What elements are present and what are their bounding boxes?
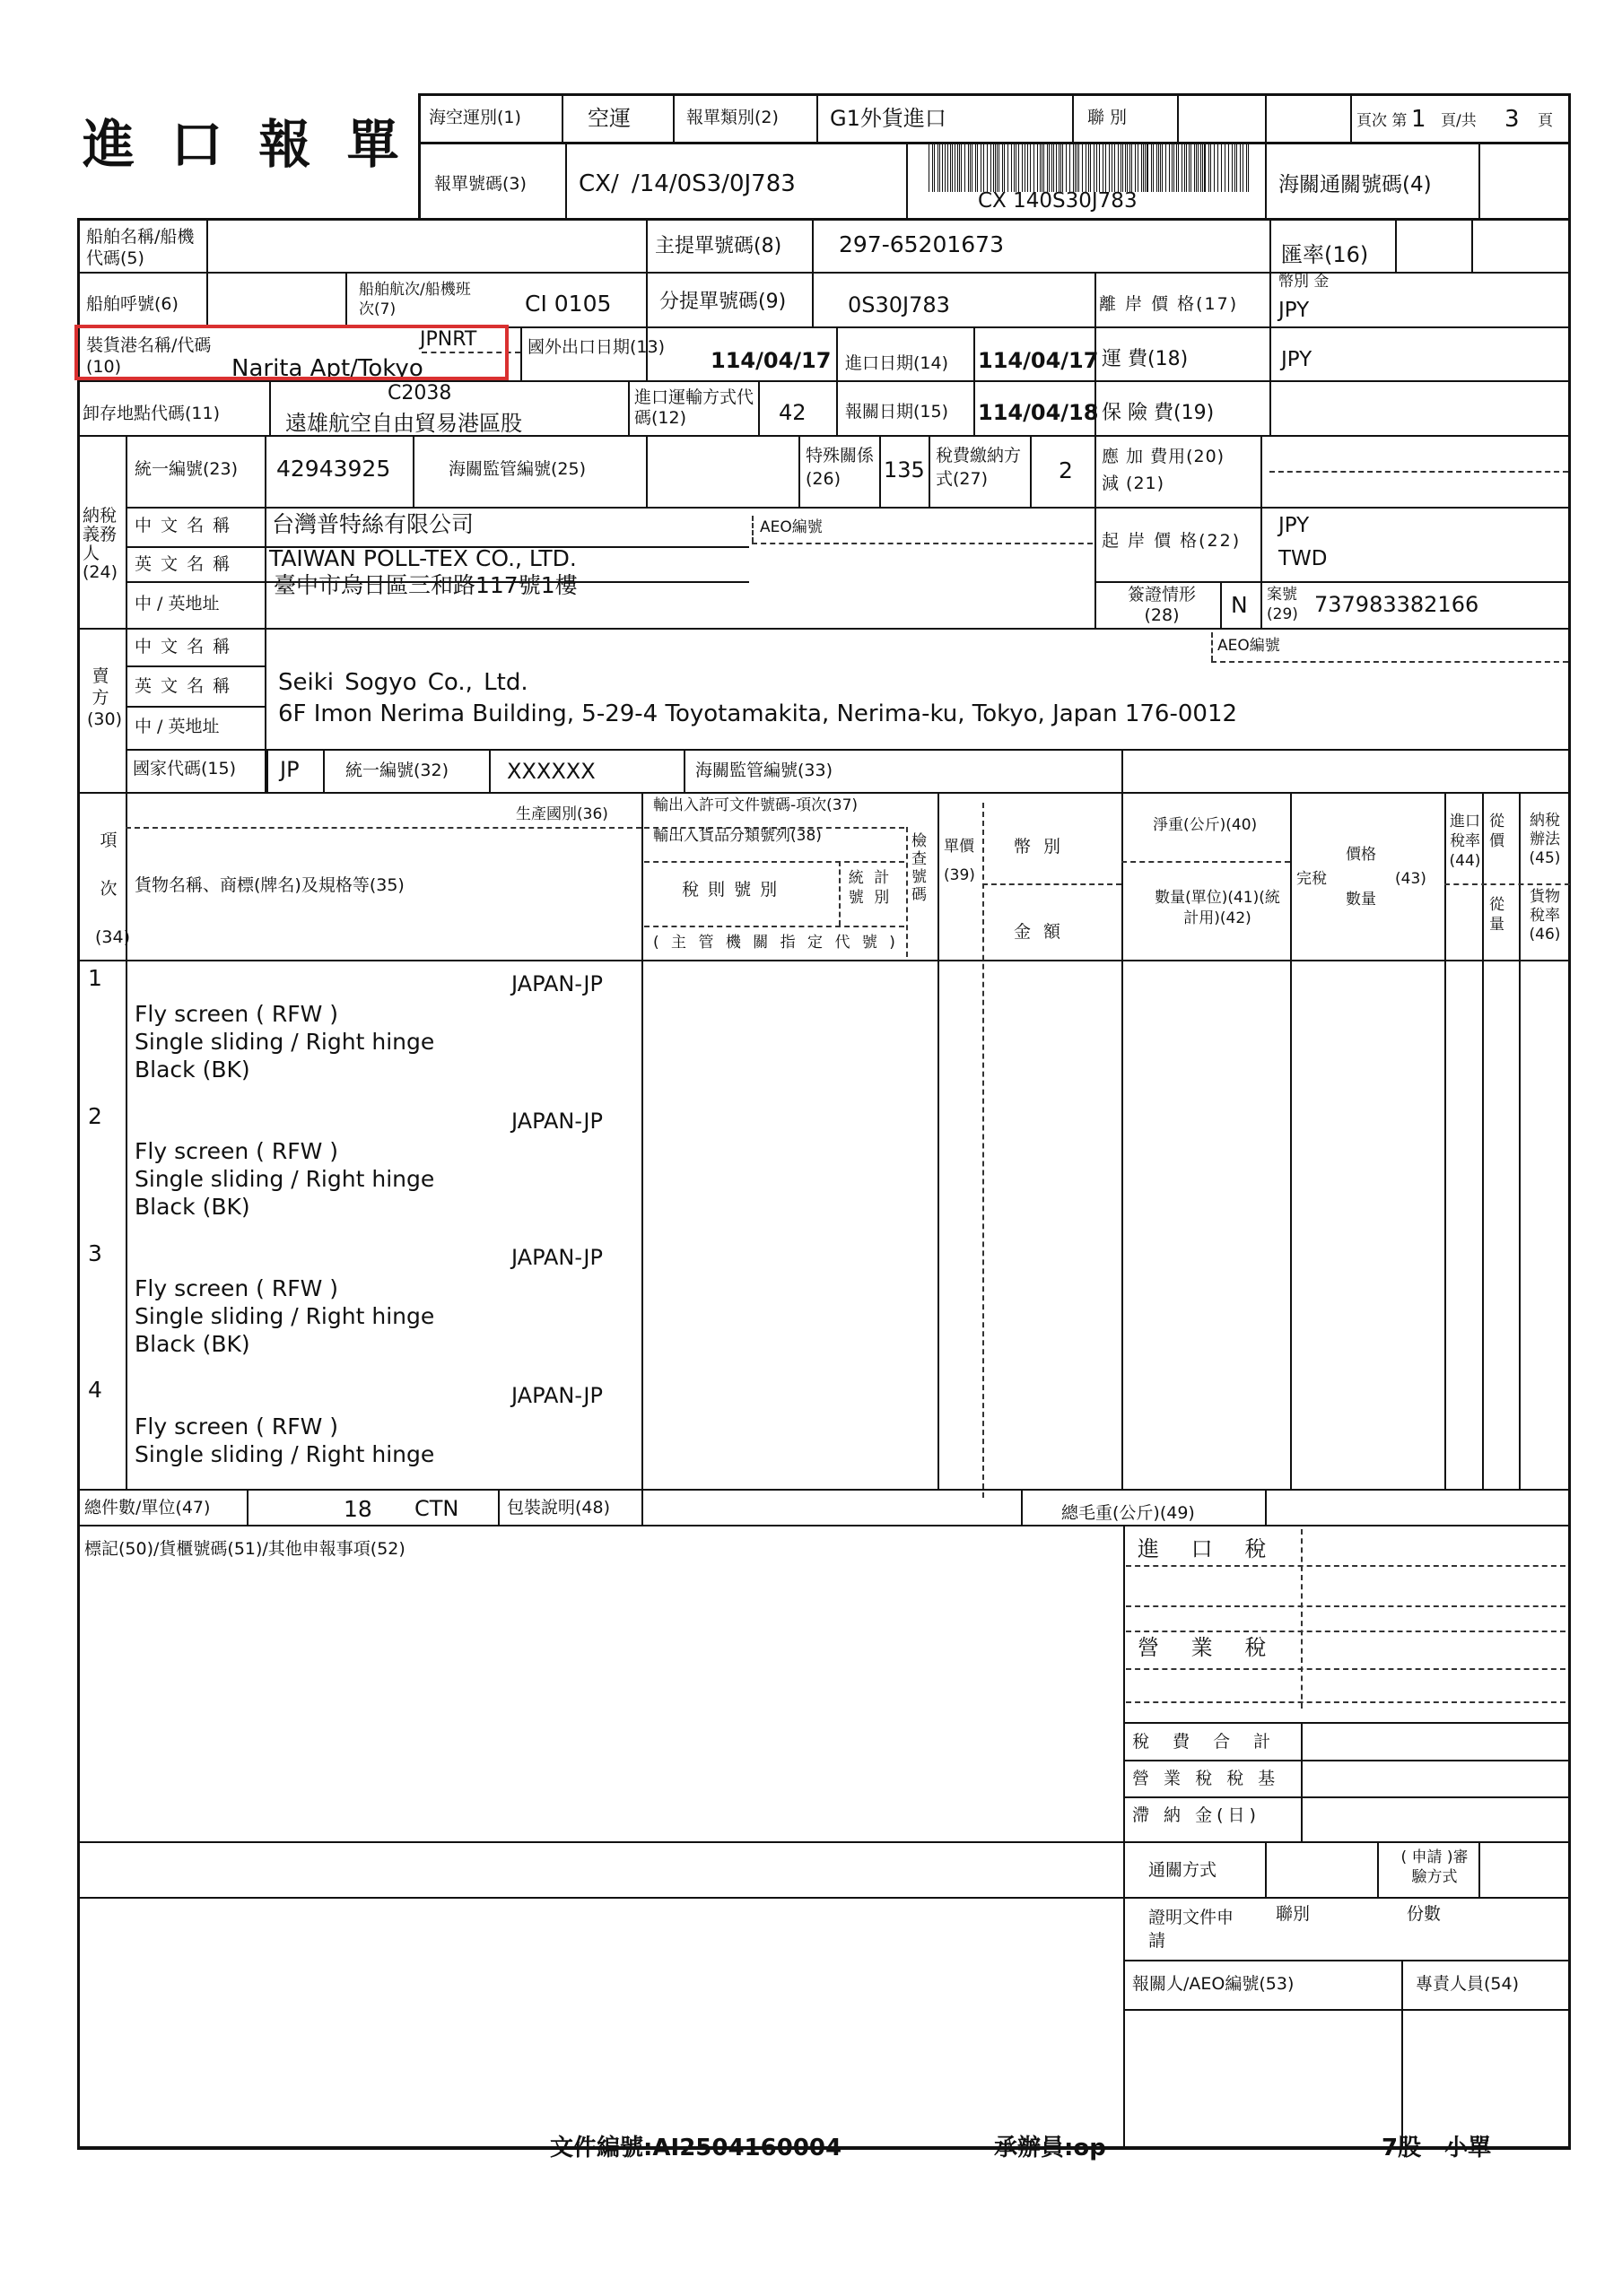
page-suffix: 頁: [1538, 112, 1553, 130]
transport-mode-label: 進口運輸方式代碼(12): [634, 387, 754, 428]
quantity-header: 數量(單位)(41)(統計用)(42): [1155, 889, 1280, 927]
value-header: 價格: [1346, 846, 1376, 864]
stat-code-header: 統 計 號 別: [848, 869, 893, 907]
currency-col-header: 幣 別: [1014, 837, 1065, 857]
customs-date-value: 114/04/18: [978, 400, 1099, 425]
duty-paid-header: 完稅: [1296, 870, 1327, 888]
net-weight-header: 淨重(公斤)(40): [1153, 816, 1258, 834]
handler: 承辦員:op: [994, 2135, 1106, 2161]
case-value: 737983382166: [1314, 592, 1479, 617]
importer-en-name-label: 英 文 名 稱: [135, 554, 232, 574]
agency-header: ( 主 管 機 關 指 定 代 號 ): [653, 934, 899, 952]
visa-value: N: [1231, 592, 1248, 618]
type-label: 報單類別(2): [686, 108, 779, 127]
currency-header: 幣別 金: [1278, 273, 1330, 291]
clearance-method-label: 通關方式: [1148, 1860, 1217, 1880]
storage-name: 遠雄航空自由貿易港區股: [285, 411, 522, 436]
fob-currency: JPY: [1278, 299, 1310, 322]
late-fee-label: 滯 納 金(日): [1132, 1805, 1260, 1825]
page-label: 頁次 第: [1356, 112, 1408, 130]
method-header: 納稅辦法(45): [1529, 812, 1561, 867]
specialist-label: 專責人員(54): [1416, 1974, 1520, 1994]
importer-group-label: 納稅義務人(24): [83, 506, 118, 582]
export-date-label: 國外出口日期(13): [528, 337, 666, 357]
cif-currency-2: TWD: [1278, 547, 1328, 570]
transport-value: 空運: [588, 106, 631, 131]
country-label: 國家代碼(15): [133, 759, 237, 778]
seller-uniform-label: 統一編號(32): [345, 761, 449, 780]
customs-code-label: 海關通關號碼(4): [1278, 173, 1432, 196]
import-duty-label: 進 口 稅: [1138, 1536, 1279, 1561]
seller-supervision-label: 海關監管編號(33): [695, 761, 833, 780]
unit-price-header: 單價(39): [944, 838, 975, 884]
export-date-value: 114/04/17: [711, 348, 832, 373]
item-no: 1: [88, 965, 102, 991]
house-bl-label: 分提單號碼(9): [659, 291, 787, 313]
payment-value: 2: [1059, 457, 1073, 483]
inspection-method-label: ( 申請 )審驗方式: [1400, 1848, 1469, 1886]
flight-value: CI 0105: [525, 291, 612, 317]
seller-cn-name-label: 中 文 名 稱: [135, 637, 232, 657]
storage-code: C2038: [388, 382, 452, 404]
cargo-tax-header: 貨物稅率(46): [1529, 888, 1561, 944]
item-no: 3: [88, 1240, 102, 1266]
marks-label: 標記(50)/貨櫃號碼(51)/其他申報事項(52): [84, 1539, 406, 1559]
copy-label: 聯 別: [1087, 108, 1128, 127]
special-value: 135: [884, 457, 925, 483]
permit-header: 輸出入許可文件號碼-項次(37): [653, 796, 859, 814]
description-header: 貨物名稱、商標(牌名)及規格等(35): [135, 875, 405, 895]
cif-label: 起 岸 價 格(22): [1102, 531, 1242, 551]
flight-label: 船舶航次/船機班次(7): [359, 281, 471, 318]
importer-supervision-label: 海關監管編號(25): [449, 459, 587, 479]
seller-address-value: 6F Imon Nerima Building, 5-29-4 Toyotamakita, Nerima-ku, Tokyo, Japan 176-0012: [278, 700, 1238, 727]
item-origin: JAPAN-JP: [511, 1109, 603, 1134]
loading-port-name: Narita Apt/Tokyo: [231, 355, 423, 382]
special-label: 特殊關係(26): [806, 446, 875, 489]
exchange-rate-label: 匯率(16): [1281, 242, 1369, 267]
seller-en-name-label: 英 文 名 稱: [135, 676, 232, 696]
decl-no-label: 報單號碼(3): [434, 174, 527, 194]
loading-port-code: JPNRT: [420, 328, 477, 351]
classification-header: 輸出入貨品分類號列(38): [653, 827, 822, 845]
footer-note: 7股 小單: [1382, 2135, 1492, 2161]
packages-label: 總件數/單位(47): [84, 1498, 211, 1518]
seller-group-label: 賣方(30): [87, 666, 123, 729]
storage-label: 卸存地點代碼(11): [83, 404, 221, 423]
cif-currency-1: JPY: [1278, 514, 1310, 537]
copies-label: 份數: [1407, 1904, 1442, 1924]
importer-cn-name-value: 台灣普特絲有限公司: [272, 511, 475, 537]
tariff-header: 稅 則 號 別: [682, 880, 780, 900]
amount-header: 金 額: [1014, 922, 1065, 942]
seller-address-label: 中 / 英地址: [135, 717, 220, 736]
form-title: 進 口 報 單: [83, 114, 408, 175]
visa-label: 簽證情形(28): [1127, 585, 1196, 625]
decl-no-value: CX/ /14/0S3/0J783: [579, 170, 796, 197]
sub-fee-label: 減 (21): [1102, 474, 1165, 493]
loading-port-label: 裝貨港名稱/代碼(10): [86, 335, 212, 377]
add-fee-label: 應 加 費用(20): [1102, 447, 1225, 466]
item-origin: JAPAN-JP: [511, 1245, 603, 1270]
item-origin: JAPAN-JP: [511, 1383, 603, 1408]
seller-en-name-value: Seiki Sogyo Co., Ltd.: [278, 669, 528, 696]
seller-uniform-value: XXXXXX: [507, 759, 596, 784]
item-description: Fly screen ( RFW ) Single sliding / Right hinge Black (BK): [135, 1275, 435, 1357]
barcode: [929, 144, 1251, 192]
customs-date-label: 報關日期(15): [845, 402, 949, 422]
freight-label: 運 費(18): [1102, 348, 1189, 370]
call-sign-label: 船舶呼號(6): [86, 294, 179, 314]
business-tax-base-label: 營 業 稅 稅 基: [1132, 1769, 1280, 1788]
broker-label: 報關人/AEO編號(53): [1132, 1974, 1295, 1994]
packing-label: 包裝說明(48): [507, 1498, 611, 1518]
total-taxes-label: 稅 費 合 計: [1132, 1732, 1280, 1752]
importer-aeo-label: AEO編號: [760, 518, 823, 536]
importer-address-value: 臺中市烏日區三和路117號1樓: [274, 572, 578, 598]
loading-port-highlight: [74, 325, 509, 380]
import-date-label: 進口日期(14): [845, 353, 949, 373]
fob-label: 離 岸 價 格(17): [1099, 294, 1239, 314]
item-description: Fly screen ( RFW ) Single sliding / Right hinge Black (BK): [135, 1001, 435, 1083]
transport-mode-value: 42: [779, 400, 807, 425]
specific-header: 從量: [1489, 896, 1504, 934]
barcode-text: CX 140S30J783: [978, 189, 1138, 213]
qty-header: 數量: [1346, 891, 1376, 909]
import-date-value: 114/04/17: [978, 348, 1099, 373]
house-bl-value: 0S30J783: [848, 292, 950, 317]
country-value: JP: [280, 757, 300, 782]
item-no: 4: [88, 1377, 102, 1403]
transport-label: 海空運別(1): [429, 108, 521, 127]
certificate-label: 證明文件申 請: [1148, 1908, 1234, 1951]
page-current: 1: [1411, 106, 1426, 133]
importer-en-name-value: TAIWAN POLL-TEX CO., LTD.: [269, 545, 577, 571]
type-value: G1外貨進口: [830, 106, 946, 131]
importer-cn-name-label: 中 文 名 稱: [135, 516, 232, 535]
insurance-label: 保 險 費(19): [1102, 402, 1215, 424]
doc-number: 文件編號:AI2504160004: [550, 2135, 842, 2161]
vessel-name-label: 船舶名稱/船機代碼(5): [86, 227, 195, 268]
importer-uniform-label: 統一編號(23): [135, 459, 239, 479]
importer-address-label: 中 / 英地址: [135, 594, 220, 613]
freight-currency: JPY: [1281, 348, 1312, 371]
master-bl-value: 297-65201673: [839, 231, 1004, 257]
item-description: Fly screen ( RFW ) Single sliding / Right hinge Black (BK): [135, 1138, 435, 1220]
gross-weight-label: 總毛重(公斤)(49): [1061, 1503, 1195, 1523]
page-mid: 頁/共: [1441, 112, 1477, 130]
packages-unit: CTN: [414, 1496, 459, 1521]
copy-kind-label: 聯別: [1276, 1904, 1311, 1924]
page-total: 3: [1504, 106, 1520, 133]
packages-value: 18: [344, 1496, 372, 1522]
inspection-header: 檢查號碼: [911, 832, 927, 904]
item-no: 2: [88, 1103, 102, 1129]
import-tax-header: 進口稅率(44): [1449, 813, 1481, 870]
item-no-header: 項次(34): [95, 831, 131, 947]
master-bl-label: 主提單號碼(8): [655, 235, 782, 257]
business-tax-label: 營 業 稅: [1138, 1635, 1279, 1660]
origin-header: 生產國別(36): [516, 805, 608, 823]
seller-aeo-label: AEO編號: [1217, 637, 1280, 655]
item-description: Fly screen ( RFW ) Single sliding / Right hinge: [135, 1413, 435, 1467]
payment-label: 稅費繳納方式(27): [936, 446, 1022, 489]
ad-val-header: 從價: [1489, 813, 1504, 850]
case-label: 案號(29): [1267, 586, 1298, 623]
importer-uniform-value: 42943925: [276, 456, 391, 482]
item-origin: JAPAN-JP: [511, 971, 603, 996]
value-no-header: (43): [1395, 870, 1426, 888]
